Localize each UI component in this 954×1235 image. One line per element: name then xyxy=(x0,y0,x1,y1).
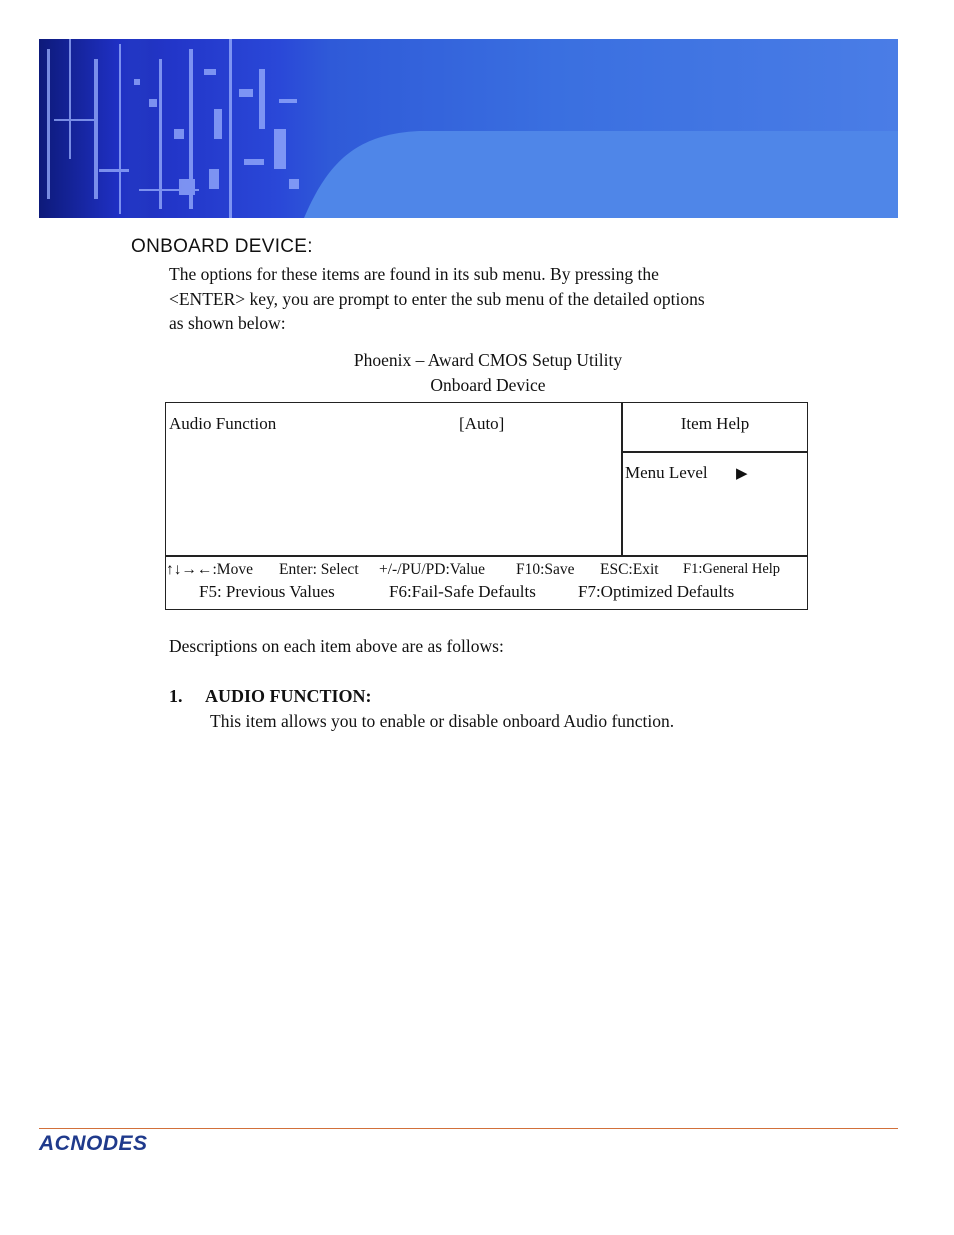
intro-line: as shown below: xyxy=(169,313,286,333)
item-description: This item allows you to enable or disable onboard Audio function. xyxy=(210,711,675,731)
item-number: 1. xyxy=(169,686,183,706)
utility-subtitle: Onboard Device xyxy=(430,375,546,395)
divider xyxy=(621,451,807,453)
item-help-title: Item Help xyxy=(680,414,750,433)
divider xyxy=(166,555,807,557)
key-previous-values: F5: Previous Values xyxy=(199,582,335,601)
intro-line: <ENTER> key, you are prompt to enter the sub menu of the detailed options xyxy=(169,288,705,309)
key-general-help: F1:General Help xyxy=(683,561,781,577)
header-banner xyxy=(39,39,898,218)
play-arrow-icon: ▶ xyxy=(736,466,748,482)
key-fail-safe-defaults: F6:Fail-Safe Defaults xyxy=(389,582,536,601)
audio-function-value[interactable]: [Auto] xyxy=(459,414,505,433)
bios-setup-screen xyxy=(165,402,808,610)
key-save: F10:Save xyxy=(516,561,575,578)
intro-paragraph xyxy=(169,262,829,336)
key-exit: ESC:Exit xyxy=(600,561,659,578)
section-title: ONBOARD DEVICE: xyxy=(131,236,313,257)
acnodes-logo: ACNODES xyxy=(39,1132,148,1155)
footer-rule xyxy=(39,1128,898,1129)
intro-line: The options for these items are found in its sub menu. By pressing the xyxy=(169,264,659,284)
key-select: Enter: Select xyxy=(279,561,359,578)
utility-title: Phoenix – Award CMOS Setup Utility xyxy=(353,350,623,370)
key-optimized-defaults: F7:Optimized Defaults xyxy=(578,582,735,601)
audio-function-label[interactable]: Audio Function xyxy=(169,414,277,433)
menu-level-label: Menu Level xyxy=(625,463,708,482)
key-move: ↑↓→←:Move xyxy=(166,561,253,578)
item-title: AUDIO FUNCTION: xyxy=(205,686,372,706)
descriptions-intro: Descriptions on each item above are as follows: xyxy=(169,636,504,656)
circuit-board-graphic xyxy=(39,39,898,218)
key-value: +/-/PU/PD:Value xyxy=(379,561,486,578)
